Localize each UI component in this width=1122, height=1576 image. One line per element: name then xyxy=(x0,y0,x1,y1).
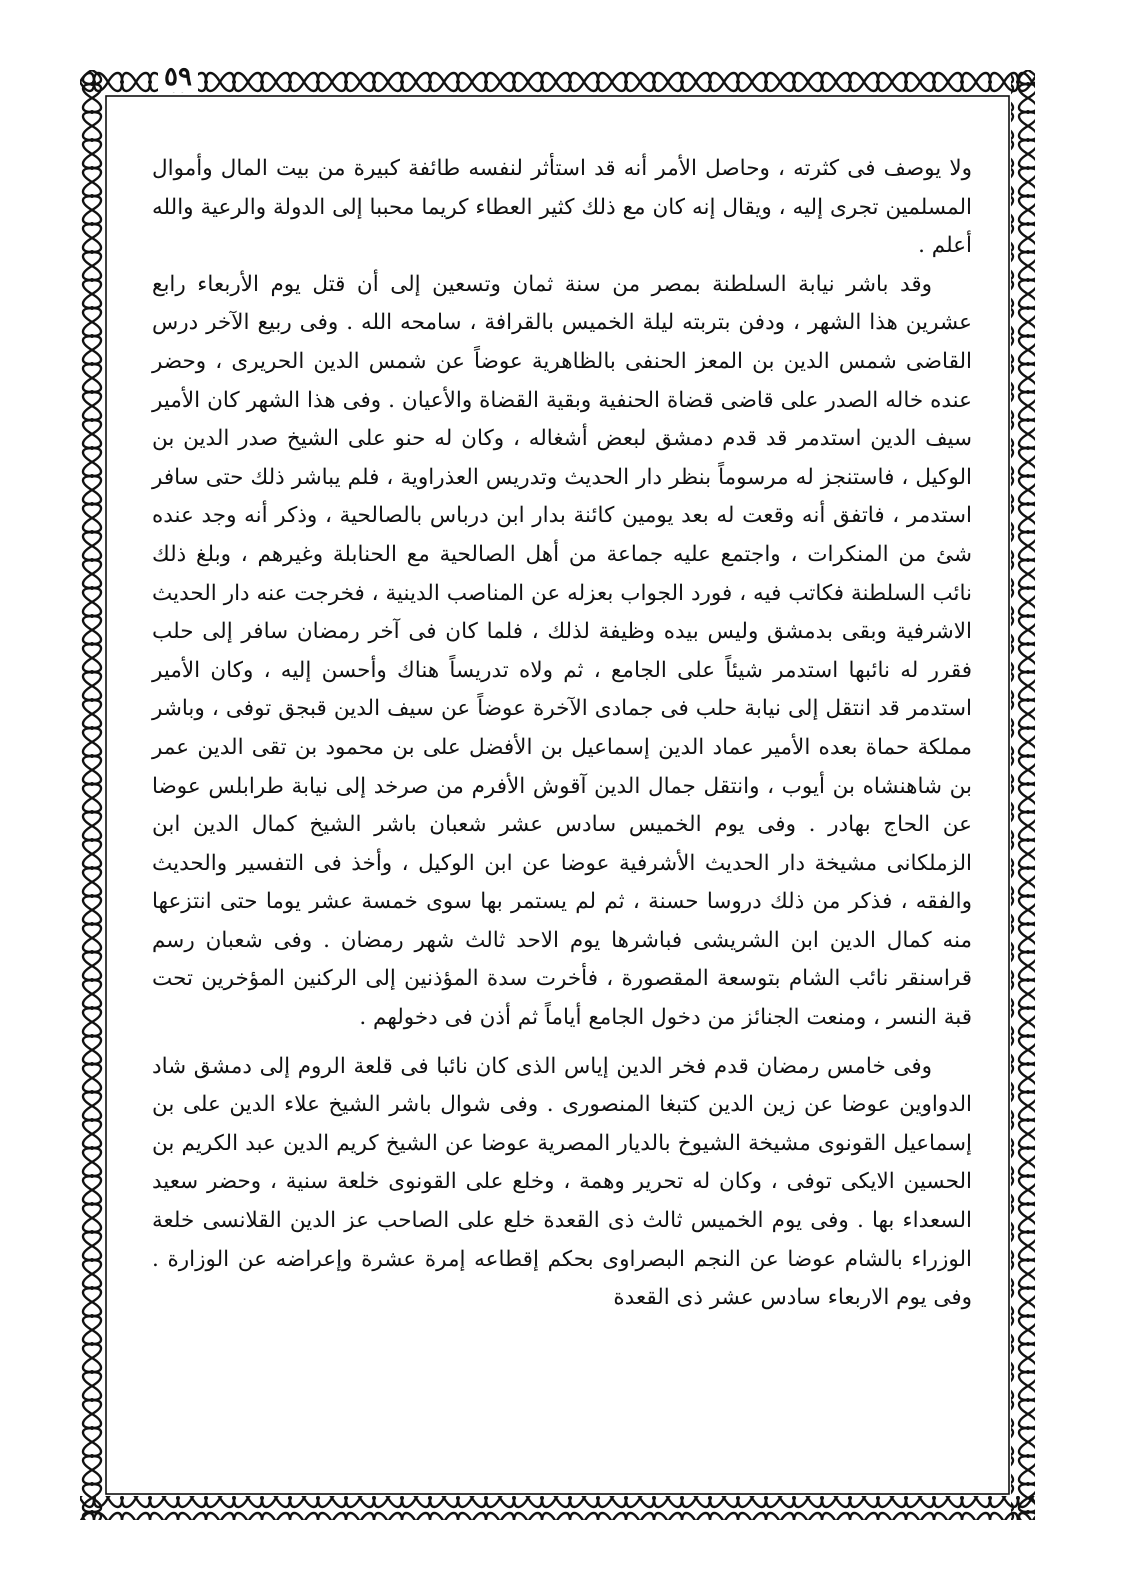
page-body xyxy=(152,150,972,1318)
paragraph-2: وقد باشر نيابة السلطنة بمصر من سنة ثمان وتسعين إلى أن قتل يوم الأربعاء رابع عشرين هذا الشهر ، ودفن بتربته ليلة الخميس بالقرافة ، سامحه الله . وفى ربيع الآخر درس القاضى شمس الدين بن المعز الحنفى بالظاهرية عوضاً عن شمس الدين الحريرى ، وحضر عنده خاله الصدر على قاضى قضاة الحنفية وبقية القضاة والأعيان . وفى هذا الشهر كان الأمير سيف الدين استدمر قد قدم دمشق لبعض أشغاله ، وكان له حنو على الشيخ صدر الدين بن الوكيل ، فاستنجز له مرسوماً بنظر دار الحديث وتدريس العذراوية ، فلم يباشر ذلك حتى سافر استدمر ، فاتفق أنه وقعت له بعد يومين كائنة بدار ابن درباس بالصالحية ، وذكر أنه وجد عنده شئ من المنكرات ، واجتمع عليه جماعة من أهل الصالحية مع الحنابلة وغيرهم ، وبلغ ذلك نائب السلطنة فكاتب فيه ، فورد الجواب بعزله عن المناصب الدينية ، فخرجت عنه دار الحديث الاشرفية وبقى بدمشق وليس بيده وظيفة لذلك ، فلما كان فى آخر رمضان سافر إلى حلب فقرر له نائبها استدمر شيئاً على الجامع ، ثم ولاه تدريساً هناك وأحسن إليه ، وكان الأمير استدمر قد انتقل إلى نيابة حلب فى جمادى الآخرة عوضاً عن سيف الدين قبجق توفى ، وباشر مملكة حماة بعده الأمير عماد الدين إسماعيل بن الأفضل على بن محمود بن تقى الدين عمر بن شاهنشاه بن أيوب ، وانتقل جمال الدين آقوش الأفرم من صرخد إلى نيابة طرابلس عوضا عن الحاج بهادر . وفى يوم الخميس سادس عشر شعبان باشر الشيخ كمال الدين ابن الزملكانى مشيخة دار الحديث الأشرفية عوضا عن ابن الوكيل ، وأخذ فى التفسير والحديث والفقه ، فذكر من ذلك دروسا حسنة ، ثم لم يستمر بها سوى خمسة عشر يوما حتى انتزعها منه كمال الدين ابن الشريشى فباشرها يوم الاحد ثالث شهر رمضان . وفى شعبان رسم قراسنقر نائب الشام بتوسعة المقصورة ، فأخرت سدة المؤذنين إلى الركنين المؤخرين تحت قبة النسر ، ومنعت الجنائز من دخول الجامع أياماً ثم أذن فى دخولهم . xyxy=(152,271,972,1031)
page-number: ٥٩ xyxy=(158,62,198,92)
paragraph-1: ولا يوصف فى كثرته ، وحاصل الأمر أنه قد استأثر لنفسه طائفة كبيرة من بيت المال وأموال المسلمين تجرى إليه ، ويقال إنه كان مع ذلك كثير العطاء كريما محببا إلى الدولة والرعية والله أعلم . xyxy=(152,156,972,259)
paragraph-3: وفى خامس رمضان قدم فخر الدين إياس الذى كان نائبا فى قلعة الروم إلى دمشق شاد الدواوين عوضا عن زين الدين كتبغا المنصورى . وفى شوال باشر الشيخ علاء الدين على بن إسماعيل القونوى مشيخة الشيوخ بالديار المصرية عوضا عن الشيخ كريم الدين عبد الكريم بن الحسين الايكى توفى ، وكان له تحرير وهمة ، وخلع على القونوى خلعة سنية ، وحضر سعيد السعداء بها . وفى يوم الخميس ثالث ذى القعدة خلع على الصاحب عز الدين القلانسى خلعة الوزراء بالشام عوضا عن النجم البصراوى بحكم إقطاعه إمرة عشرة وإعراضه عن الوزارة . وفى يوم الاربعاء سادس عشر ذى القعدة xyxy=(152,1053,972,1311)
